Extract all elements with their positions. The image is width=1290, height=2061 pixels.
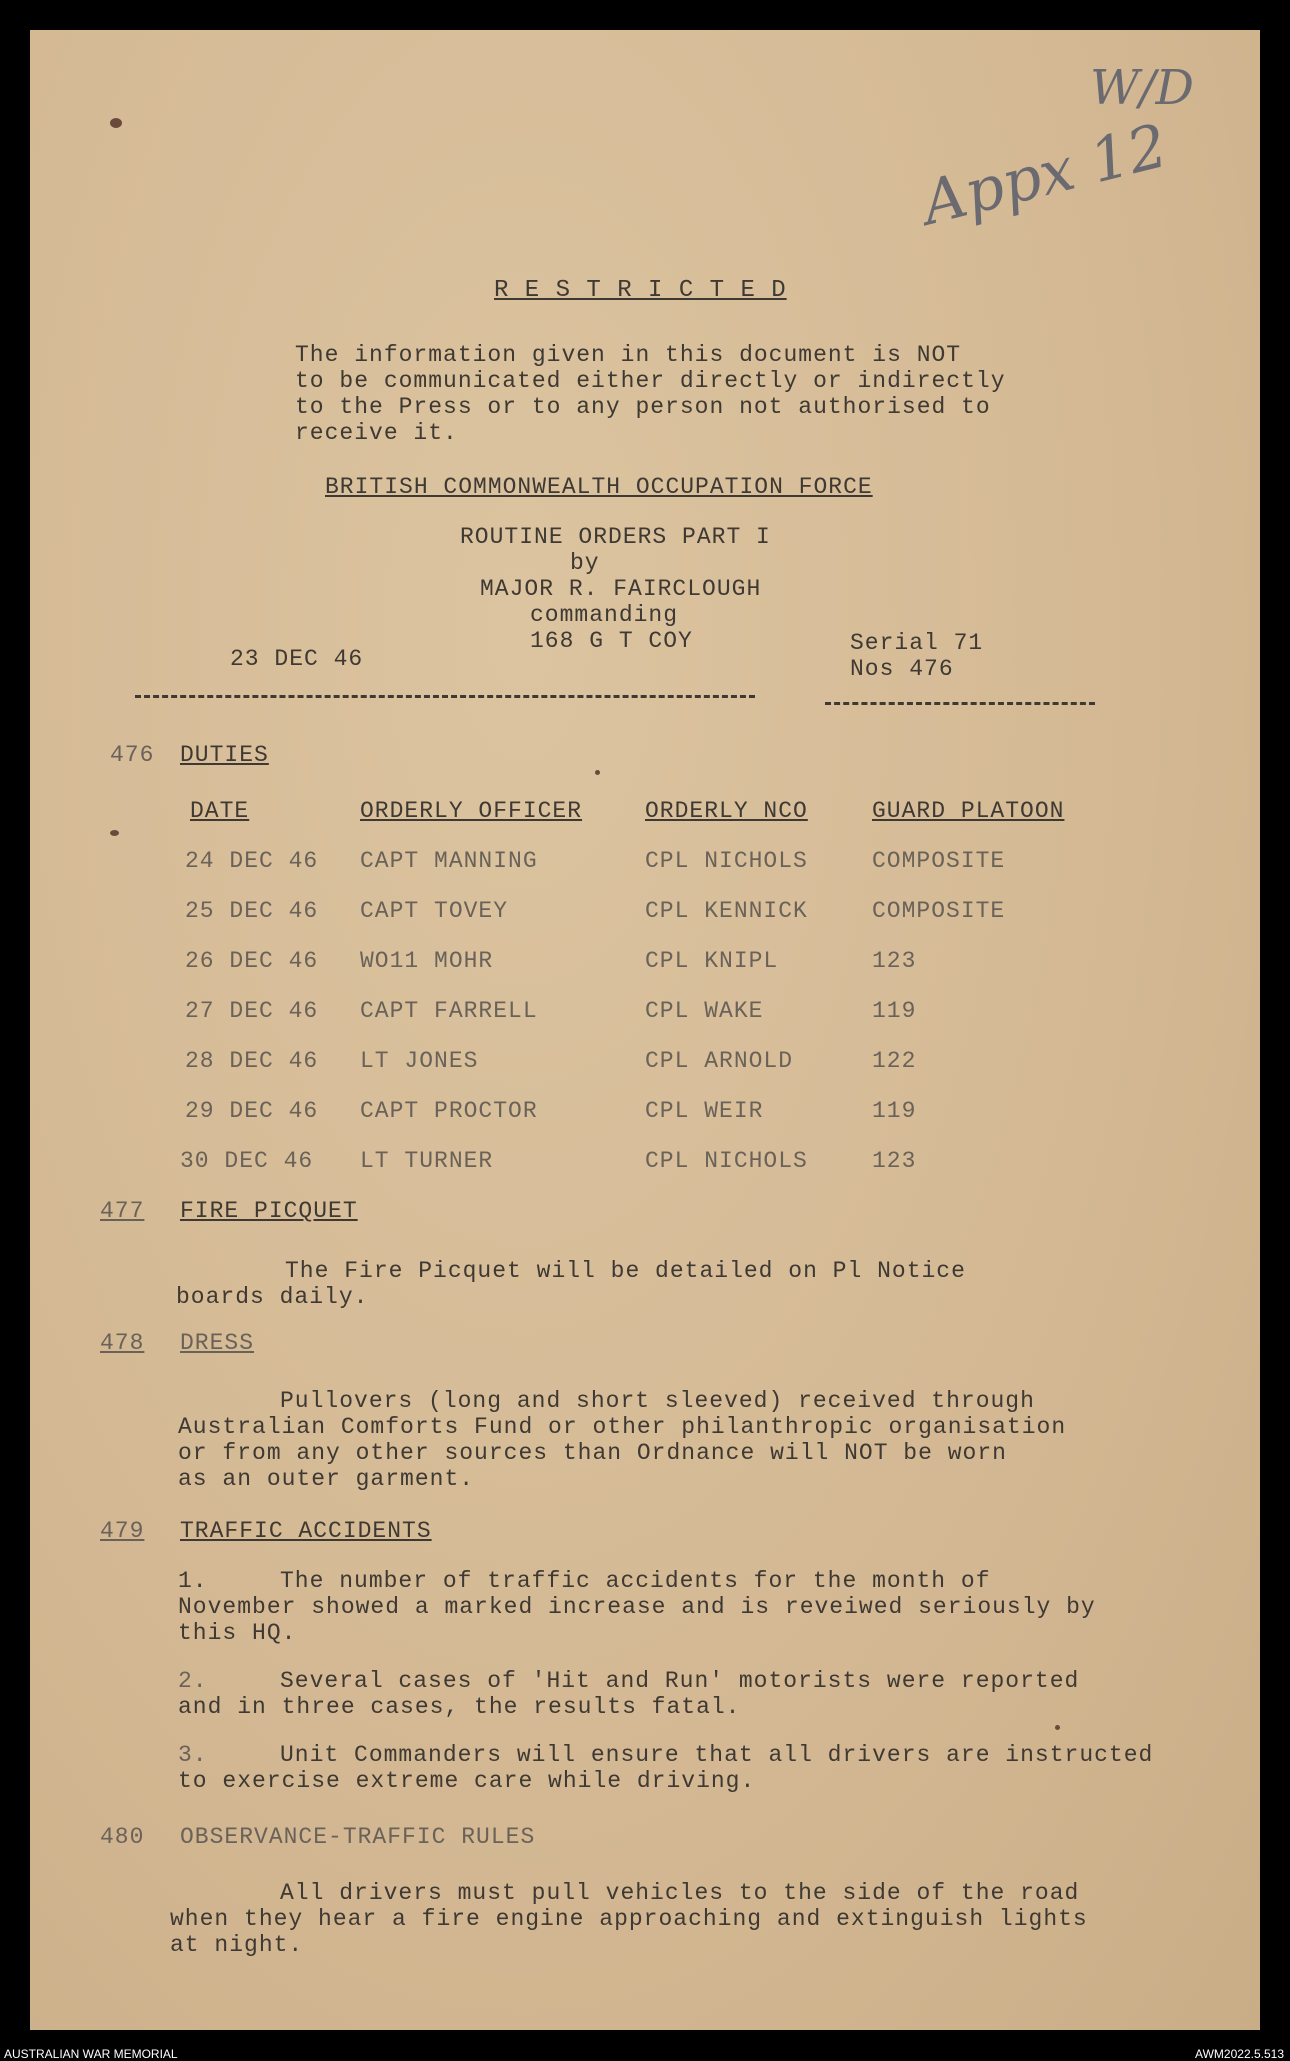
- traffic-para-2-line-2: and in three cases, the results fatal.: [178, 1694, 741, 1720]
- force-title: BRITISH COMMONWEALTH OCCUPATION FORCE: [325, 474, 873, 500]
- dress-line-3: or from any other sources than Ordnance will NOT be worn: [178, 1440, 1007, 1466]
- notice-line-3: to the Press or to any person not authorised to: [295, 394, 991, 420]
- officer-name: MAJOR R. FAIRCLOUGH: [480, 576, 762, 602]
- observance-line-2: when they hear a fire engine approaching and extinguish lights: [170, 1906, 1088, 1932]
- table-cell: CPL KNIPL: [645, 948, 779, 974]
- dress-line-1: Pullovers (long and short sleeved) received through: [280, 1388, 1035, 1414]
- table-cell: 29 DEC 46: [185, 1098, 319, 1124]
- table-cell: 123: [872, 1148, 917, 1174]
- table-cell: COMPOSITE: [872, 848, 1006, 874]
- section-title-traffic-accidents: TRAFFIC ACCIDENTS: [180, 1518, 432, 1544]
- traffic-para-1-line-1: The number of traffic accidents for the month of: [280, 1568, 991, 1594]
- traffic-para-1-number: 1.: [178, 1568, 208, 1594]
- serial-number: Serial 71: [850, 630, 984, 656]
- table-cell: WO11 MOHR: [360, 948, 494, 974]
- section-number-478: 478: [100, 1330, 145, 1356]
- restricted-heading: R E S T R I C T E D: [494, 277, 787, 304]
- section-number-477: 477: [100, 1198, 145, 1224]
- table-cell: 26 DEC 46: [185, 948, 319, 974]
- footer-reference: AWM2022.5.513: [1195, 2047, 1284, 2061]
- table-cell: 24 DEC 46: [185, 848, 319, 874]
- by-line: by: [570, 550, 600, 576]
- unit-name: 168 G T COY: [530, 628, 693, 654]
- traffic-para-2-number: 2.: [178, 1668, 208, 1694]
- col-header-platoon: GUARD PLATOON: [872, 798, 1065, 824]
- table-cell: 123: [872, 948, 917, 974]
- col-header-date: DATE: [190, 798, 250, 824]
- order-numbers: Nos 476: [850, 656, 954, 682]
- traffic-para-1-line-3: this HQ.: [178, 1620, 297, 1646]
- table-cell: 30 DEC 46: [180, 1148, 314, 1174]
- table-cell: 25 DEC 46: [185, 898, 319, 924]
- table-cell: 119: [872, 998, 917, 1024]
- commanding-line: commanding: [530, 602, 679, 628]
- col-header-nco: ORDERLY NCO: [645, 798, 808, 824]
- footer-source: AUSTRALIAN WAR MEMORIAL: [4, 2047, 178, 2061]
- traffic-para-1-line-2: November showed a marked increase and is reveiwed seriously by: [178, 1594, 1096, 1620]
- fire-line-2: boards daily.: [176, 1284, 369, 1310]
- section-title-observance: OBSERVANCE-TRAFFIC RULES: [180, 1824, 536, 1850]
- ink-mark: [110, 830, 119, 836]
- section-title-dress: DRESS: [180, 1330, 255, 1356]
- table-cell: 28 DEC 46: [185, 1048, 319, 1074]
- table-cell: CAPT TOVEY: [360, 898, 509, 924]
- col-header-officer: ORDERLY OFFICER: [360, 798, 583, 824]
- handwritten-wd: W/D: [1090, 60, 1194, 116]
- table-cell: CPL WEIR: [645, 1098, 764, 1124]
- observance-line-1: All drivers must pull vehicles to the side of the road: [280, 1880, 1080, 1906]
- ink-mark: [110, 118, 122, 128]
- section-title-fire-picquet: FIRE PICQUET: [180, 1198, 358, 1224]
- section-number-479: 479: [100, 1518, 145, 1544]
- ink-mark: [1055, 1725, 1060, 1730]
- table-cell: 122: [872, 1048, 917, 1074]
- notice-line-2: to be communicated either directly or indirectly: [295, 368, 1006, 394]
- ink-mark: [595, 770, 600, 775]
- table-cell: CPL NICHOLS: [645, 1148, 808, 1174]
- fire-line-1: The Fire Picquet will be detailed on Pl Notice: [285, 1258, 966, 1284]
- document-page: [30, 30, 1260, 2030]
- dress-line-4: as an outer garment.: [178, 1466, 475, 1492]
- section-number-476: 476: [110, 742, 155, 768]
- traffic-para-3-number: 3.: [178, 1742, 208, 1768]
- section-title-duties: DUTIES: [180, 742, 269, 768]
- dress-line-2: Australian Comforts Fund or other philanthropic organisation: [178, 1414, 1067, 1440]
- header-rule-left: [135, 695, 755, 698]
- table-cell: COMPOSITE: [872, 898, 1006, 924]
- table-cell: CPL NICHOLS: [645, 848, 808, 874]
- order-date: 23 DEC 46: [230, 646, 364, 672]
- handwritten-appendix: Appx 12: [915, 110, 1175, 240]
- table-cell: 119: [872, 1098, 917, 1124]
- notice-line-4: receive it.: [295, 420, 458, 446]
- traffic-para-2-line-1: Several cases of 'Hit and Run' motorists were reported: [280, 1668, 1080, 1694]
- table-cell: CPL KENNICK: [645, 898, 808, 924]
- table-cell: CPL ARNOLD: [645, 1048, 794, 1074]
- table-cell: LT TURNER: [360, 1148, 494, 1174]
- table-cell: CPL WAKE: [645, 998, 764, 1024]
- traffic-para-3-line-1: Unit Commanders will ensure that all drivers are instructed: [280, 1742, 1154, 1768]
- table-cell: CAPT MANNING: [360, 848, 538, 874]
- orders-title: ROUTINE ORDERS PART I: [460, 524, 771, 550]
- table-cell: CAPT FARRELL: [360, 998, 538, 1024]
- notice-line-1: The information given in this document is NOT: [295, 342, 962, 368]
- table-cell: LT JONES: [360, 1048, 479, 1074]
- header-rule-right: [825, 702, 1095, 705]
- traffic-para-3-line-2: to exercise extreme care while driving.: [178, 1768, 756, 1794]
- table-cell: 27 DEC 46: [185, 998, 319, 1024]
- table-cell: CAPT PROCTOR: [360, 1098, 538, 1124]
- section-number-480: 480: [100, 1824, 145, 1850]
- observance-line-3: at night.: [170, 1932, 304, 1958]
